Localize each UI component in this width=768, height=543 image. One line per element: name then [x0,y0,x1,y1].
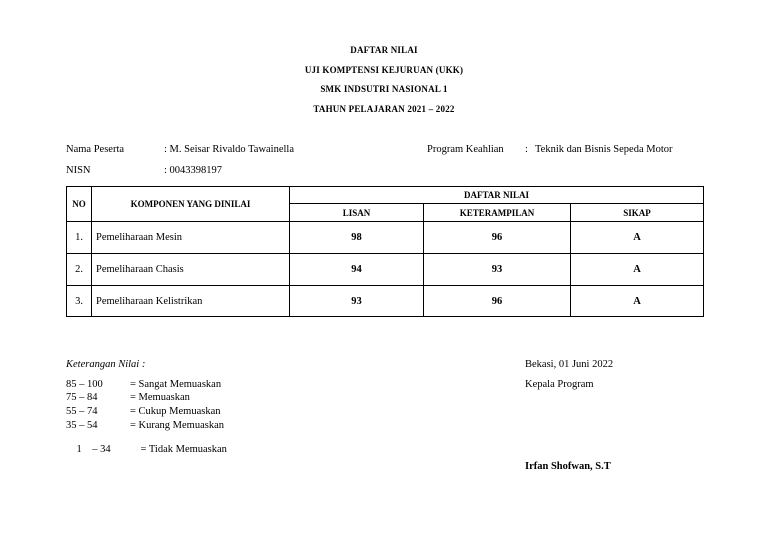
row-lisan: 98 [290,222,424,254]
row-sikap: A [571,222,704,254]
academic-year: TAHUN PELAJARAN 2021 – 2022 [313,104,455,114]
header-keterampilan: KETERAMPILAN [424,204,571,222]
signature-name: Irfan Shofwan, S.T [525,461,611,472]
legend-item [66,379,221,390]
row-no: 1. [67,222,92,254]
legend-desc: = Cukup Memuaskan [130,406,221,417]
row-component: Pemeliharaan Kelistrikan [92,286,290,317]
row-lisan: 94 [290,254,424,286]
header-no: NO [67,187,92,222]
legend-item [66,433,227,466]
grades-table [66,186,704,317]
header-sikap: SIKAP [571,204,704,222]
legend-item [66,392,190,403]
row-keterampilan: 93 [424,254,571,286]
name-value: : M. Seisar Rivaldo Tawainella [164,144,295,155]
legend-title: Keterangan Nilai : [66,359,146,370]
nisn-value: : 0043398197 [164,165,223,176]
table-row [67,254,704,286]
table-header-row [67,187,704,204]
legend-range: 55 – 74 [66,406,98,417]
signature-position: Kepala Program [525,379,594,390]
doc-title: DAFTAR NILAI [350,45,418,55]
header-score-group: DAFTAR NILAI [290,187,704,204]
legend-range: 1 – 34 [76,444,111,455]
header-component: KOMPONEN YANG DINILAI [92,187,290,222]
row-no: 3. [67,286,92,317]
legend-desc: = Kurang Memuaskan [130,420,224,431]
name-label: Nama Peserta [66,144,125,155]
legend-desc: = Sangat Memuaskan [130,379,222,390]
program-value: Teknik dan Bisnis Sepeda Motor [535,144,673,155]
row-no: 2. [67,254,92,286]
legend-item [66,420,224,431]
legend-item [66,406,221,417]
header-lisan: LISAN [290,204,424,222]
legend-range: 75 – 84 [66,392,98,403]
nisn-label: NISN [66,165,91,176]
row-keterampilan: 96 [424,286,571,317]
row-sikap: A [571,286,704,317]
row-lisan: 93 [290,286,424,317]
program-label: Program Keahlian [427,144,504,155]
table-row [67,286,704,317]
signature-place-date: Bekasi, 01 Juni 2022 [525,359,614,370]
legend-desc: = Tidak Memuaskan [140,444,227,455]
legend-desc: = Memuaskan [130,392,190,403]
school-name: SMK INDSUTRI NASIONAL 1 [320,84,448,94]
legend-range: 85 – 100 [66,379,103,390]
row-component: Pemeliharaan Mesin [92,222,290,254]
exam-title: UJI KOMPTENSI KEJURUAN (UKK) [304,65,464,75]
table-row [67,222,704,254]
legend-range: 35 – 54 [66,420,98,431]
row-sikap: A [571,254,704,286]
program-separator: : [525,144,528,155]
row-keterampilan: 96 [424,222,571,254]
row-component: Pemeliharaan Chasis [92,254,290,286]
